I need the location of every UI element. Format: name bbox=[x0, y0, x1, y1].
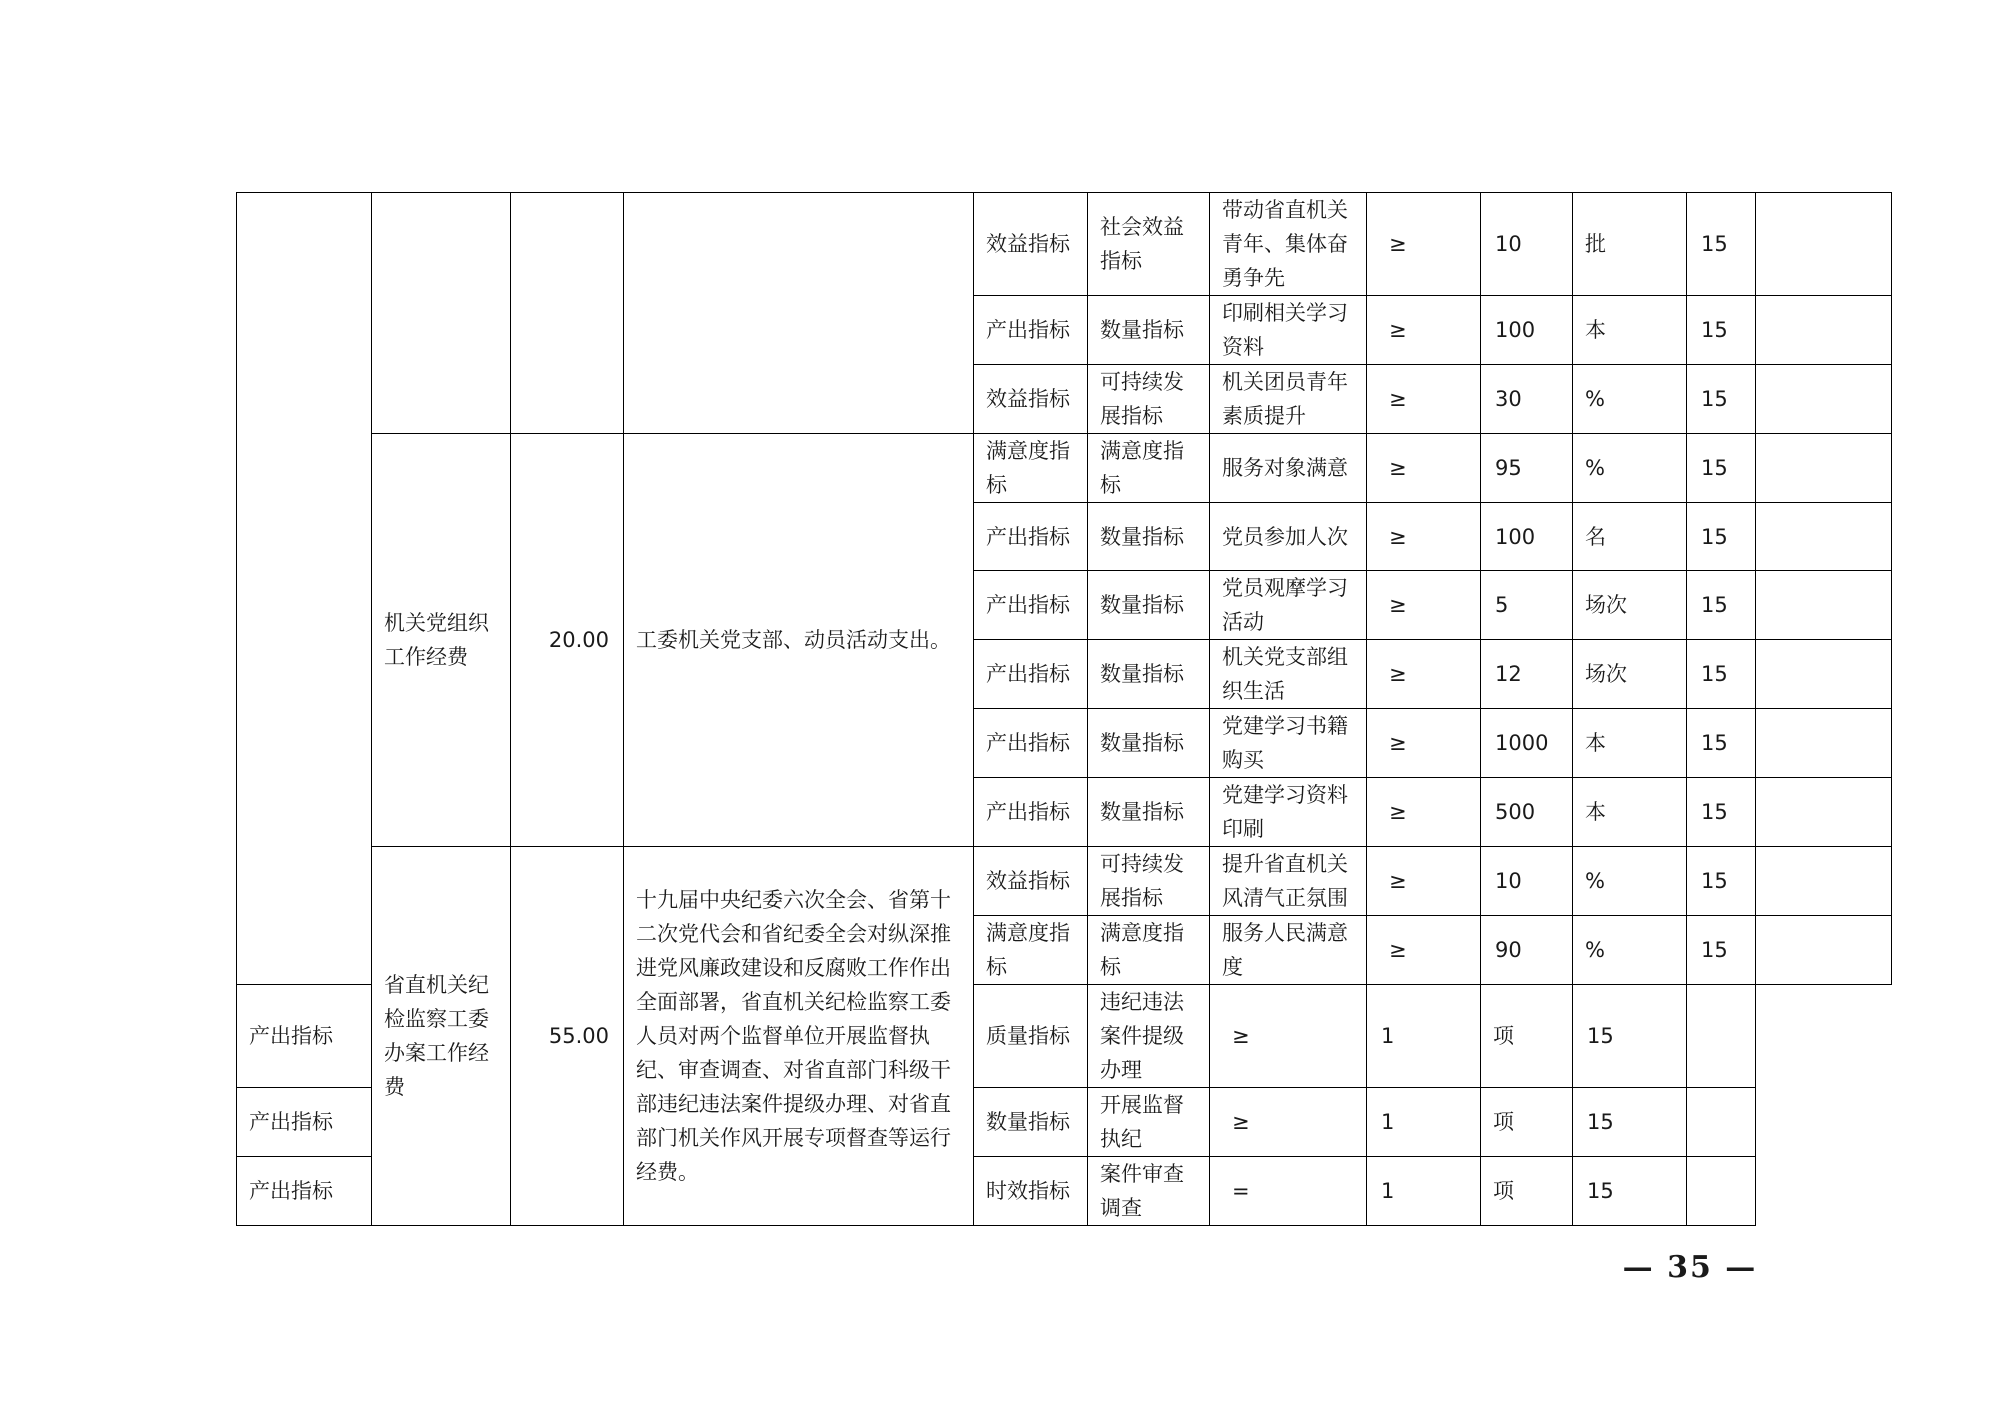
project-name-cell bbox=[372, 193, 511, 434]
indicator-cell: 印刷相关学习资料 bbox=[1210, 296, 1367, 365]
indicator-cell: 机关党支部组织生活 bbox=[1210, 640, 1367, 709]
category-cell: 满意度指标 bbox=[974, 916, 1088, 985]
project-content-cell: 工委机关党支部、动员活动支出。 bbox=[624, 434, 974, 847]
project-amount-cell bbox=[511, 193, 624, 434]
unit-cell: % bbox=[1573, 365, 1687, 434]
value-cell: 1 bbox=[1367, 985, 1481, 1088]
subcategory-cell: 时效指标 bbox=[974, 1157, 1088, 1226]
subcategory-cell: 可持续发展指标 bbox=[1088, 847, 1210, 916]
value-cell: 1 bbox=[1367, 1088, 1481, 1157]
unit-cell: 本 bbox=[1573, 778, 1687, 847]
value-cell: 5 bbox=[1481, 571, 1573, 640]
note-cell bbox=[1756, 571, 1892, 640]
table-row bbox=[237, 434, 1892, 503]
unit-cell: % bbox=[1573, 916, 1687, 985]
operator-cell: ≥ bbox=[1210, 1088, 1367, 1157]
score-cell: 15 bbox=[1687, 571, 1756, 640]
unit-cell: 项 bbox=[1481, 1088, 1573, 1157]
subcategory-cell: 数量指标 bbox=[1088, 640, 1210, 709]
score-cell: 15 bbox=[1687, 503, 1756, 571]
value-cell: 12 bbox=[1481, 640, 1573, 709]
indicator-cell: 党建学习书籍购买 bbox=[1210, 709, 1367, 778]
value-cell: 1000 bbox=[1481, 709, 1573, 778]
indicator-cell: 党建学习资料印刷 bbox=[1210, 778, 1367, 847]
subcategory-cell: 满意度指标 bbox=[1088, 916, 1210, 985]
operator-cell: ≥ bbox=[1367, 571, 1481, 640]
unit-cell: 项 bbox=[1481, 1157, 1573, 1226]
indicator-cell: 服务对象满意 bbox=[1210, 434, 1367, 503]
project-content-cell: 十九届中央纪委六次全会、省第十二次党代会和省纪委全会对纵深推进党风廉政建设和反腐败工作作出全面部署，省直机关纪检监察工委人员对两个监督单位开展监督执纪、审查调查、对省直部门科级干部违纪违法案件提级办理、对省直部门机关作风开展专项督查等运行经费。 bbox=[624, 847, 974, 1226]
note-cell bbox=[1687, 985, 1756, 1088]
note-cell bbox=[1687, 1157, 1756, 1226]
unit-cell: 场次 bbox=[1573, 571, 1687, 640]
unit-cell: % bbox=[1573, 434, 1687, 503]
note-cell bbox=[1756, 193, 1892, 296]
score-cell: 15 bbox=[1573, 985, 1687, 1088]
unit-cell: 本 bbox=[1573, 709, 1687, 778]
performance-indicator-table bbox=[236, 192, 1892, 1226]
page-number: — 35 — bbox=[1622, 1250, 1758, 1285]
indicator-cell: 党员参加人次 bbox=[1210, 503, 1367, 571]
value-cell: 95 bbox=[1481, 434, 1573, 503]
operator-cell: ≥ bbox=[1367, 640, 1481, 709]
operator-cell: ≥ bbox=[1367, 709, 1481, 778]
note-cell bbox=[1756, 640, 1892, 709]
unit-cell: 批 bbox=[1573, 193, 1687, 296]
outer-category-cell bbox=[237, 193, 372, 985]
table-row bbox=[237, 847, 1892, 916]
category-cell: 产出指标 bbox=[237, 1157, 372, 1226]
category-cell: 效益指标 bbox=[974, 365, 1088, 434]
score-cell: 15 bbox=[1573, 1088, 1687, 1157]
category-cell: 产出指标 bbox=[974, 503, 1088, 571]
value-cell: 100 bbox=[1481, 503, 1573, 571]
subcategory-cell: 满意度指标 bbox=[1088, 434, 1210, 503]
unit-cell: 本 bbox=[1573, 296, 1687, 365]
category-cell: 产出指标 bbox=[974, 778, 1088, 847]
subcategory-cell: 数量指标 bbox=[1088, 778, 1210, 847]
value-cell: 1 bbox=[1367, 1157, 1481, 1226]
note-cell bbox=[1756, 778, 1892, 847]
indicator-cell: 提升省直机关风清气正氛围 bbox=[1210, 847, 1367, 916]
subcategory-cell: 可持续发展指标 bbox=[1088, 365, 1210, 434]
project-amount-cell: 55.00 bbox=[511, 847, 624, 1226]
score-cell: 15 bbox=[1687, 365, 1756, 434]
score-cell: 15 bbox=[1687, 640, 1756, 709]
note-cell bbox=[1756, 847, 1892, 916]
operator-cell: ≥ bbox=[1367, 778, 1481, 847]
operator-cell: ≥ bbox=[1367, 296, 1481, 365]
project-name-cell: 机关党组织工作经费 bbox=[372, 434, 511, 847]
subcategory-cell: 社会效益指标 bbox=[1088, 193, 1210, 296]
subcategory-cell: 数量指标 bbox=[1088, 296, 1210, 365]
unit-cell: % bbox=[1573, 847, 1687, 916]
table-body bbox=[237, 193, 1892, 1226]
value-cell: 500 bbox=[1481, 778, 1573, 847]
indicator-cell: 违纪违法案件提级办理 bbox=[1088, 985, 1210, 1088]
indicator-cell: 开展监督执纪 bbox=[1088, 1088, 1210, 1157]
indicator-cell: 服务人民满意度 bbox=[1210, 916, 1367, 985]
value-cell: 90 bbox=[1481, 916, 1573, 985]
value-cell: 10 bbox=[1481, 193, 1573, 296]
subcategory-cell: 数量指标 bbox=[974, 1088, 1088, 1157]
operator-cell: ≥ bbox=[1210, 985, 1367, 1088]
score-cell: 15 bbox=[1687, 916, 1756, 985]
value-cell: 10 bbox=[1481, 847, 1573, 916]
category-cell: 效益指标 bbox=[974, 193, 1088, 296]
operator-cell: ≥ bbox=[1367, 434, 1481, 503]
operator-cell: ≥ bbox=[1367, 365, 1481, 434]
operator-cell: ≥ bbox=[1367, 847, 1481, 916]
subcategory-cell: 数量指标 bbox=[1088, 709, 1210, 778]
operator-cell: = bbox=[1210, 1157, 1367, 1226]
project-content-cell bbox=[624, 193, 974, 434]
value-cell: 100 bbox=[1481, 296, 1573, 365]
category-cell: 效益指标 bbox=[974, 847, 1088, 916]
unit-cell: 项 bbox=[1481, 985, 1573, 1088]
score-cell: 15 bbox=[1573, 1157, 1687, 1226]
subcategory-cell: 质量指标 bbox=[974, 985, 1088, 1088]
score-cell: 15 bbox=[1687, 847, 1756, 916]
unit-cell: 名 bbox=[1573, 503, 1687, 571]
note-cell bbox=[1687, 1088, 1756, 1157]
category-cell: 产出指标 bbox=[974, 640, 1088, 709]
operator-cell: ≥ bbox=[1367, 916, 1481, 985]
score-cell: 15 bbox=[1687, 296, 1756, 365]
note-cell bbox=[1756, 916, 1892, 985]
note-cell bbox=[1756, 296, 1892, 365]
category-cell: 产出指标 bbox=[237, 1088, 372, 1157]
operator-cell: ≥ bbox=[1367, 193, 1481, 296]
note-cell bbox=[1756, 365, 1892, 434]
note-cell bbox=[1756, 503, 1892, 571]
category-cell: 产出指标 bbox=[237, 985, 372, 1088]
score-cell: 15 bbox=[1687, 709, 1756, 778]
score-cell: 15 bbox=[1687, 778, 1756, 847]
category-cell: 产出指标 bbox=[974, 709, 1088, 778]
category-cell: 满意度指标 bbox=[974, 434, 1088, 503]
score-cell: 15 bbox=[1687, 434, 1756, 503]
value-cell: 30 bbox=[1481, 365, 1573, 434]
score-cell: 15 bbox=[1687, 193, 1756, 296]
indicator-cell: 案件审查调查 bbox=[1088, 1157, 1210, 1226]
project-amount-cell: 20.00 bbox=[511, 434, 624, 847]
note-cell bbox=[1756, 709, 1892, 778]
operator-cell: ≥ bbox=[1367, 503, 1481, 571]
category-cell: 产出指标 bbox=[974, 296, 1088, 365]
indicator-cell: 机关团员青年素质提升 bbox=[1210, 365, 1367, 434]
note-cell bbox=[1756, 434, 1892, 503]
unit-cell: 场次 bbox=[1573, 640, 1687, 709]
project-name-cell: 省直机关纪检监察工委办案工作经费 bbox=[372, 847, 511, 1226]
table-row bbox=[237, 193, 1892, 296]
subcategory-cell: 数量指标 bbox=[1088, 571, 1210, 640]
indicator-cell: 党员观摩学习活动 bbox=[1210, 571, 1367, 640]
subcategory-cell: 数量指标 bbox=[1088, 503, 1210, 571]
indicator-cell: 带动省直机关青年、集体奋勇争先 bbox=[1210, 193, 1367, 296]
category-cell: 产出指标 bbox=[974, 571, 1088, 640]
